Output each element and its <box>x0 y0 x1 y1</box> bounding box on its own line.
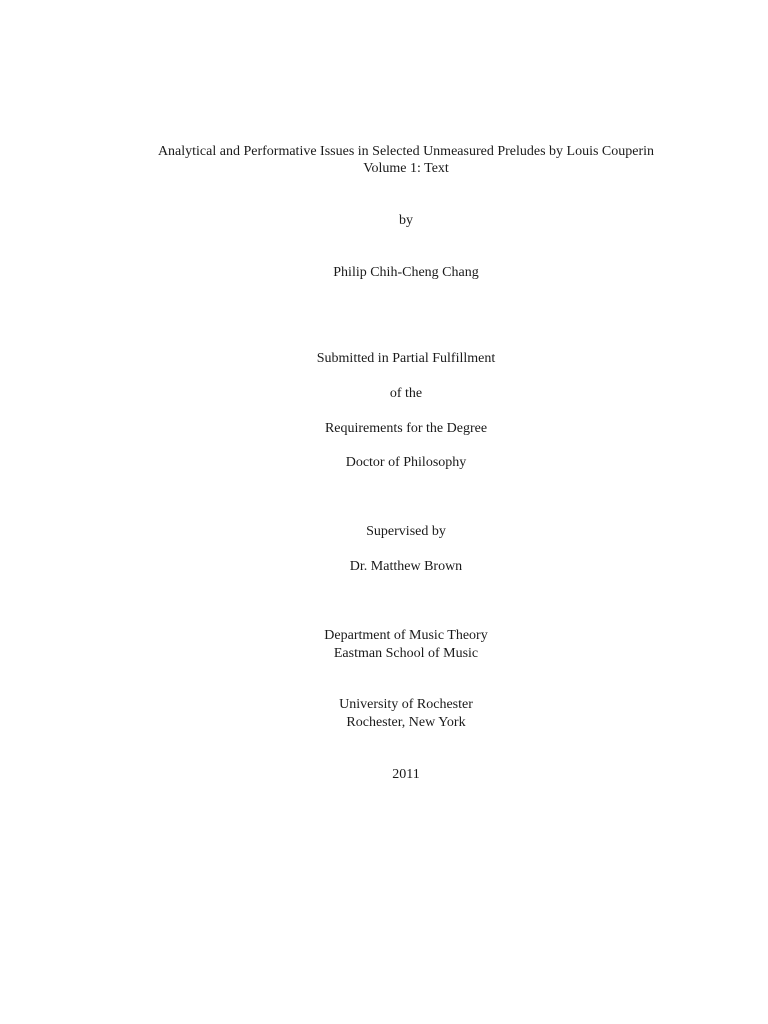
dissertation-title: Analytical and Performative Issues in Selected Unmeasured Preludes by Louis Couperin <box>157 144 655 159</box>
supervisor-name: Dr. Matthew Brown <box>349 559 463 574</box>
department-name: Department of Music Theory <box>324 628 488 643</box>
by-label: by <box>399 213 413 228</box>
author-name: Philip Chih-Cheng Chang <box>333 265 479 280</box>
supervised-by-label: Supervised by <box>366 524 446 539</box>
university-name: University of Rochester <box>339 697 473 712</box>
university-location: Rochester, New York <box>346 715 466 730</box>
school-name: Eastman School of Music <box>333 646 479 661</box>
volume-label: Volume 1: Text <box>363 161 449 176</box>
degree-name: Doctor of Philosophy <box>345 455 467 470</box>
year: 2011 <box>392 767 420 782</box>
submitted-line-2: of the <box>389 386 423 401</box>
submitted-line-3: Requirements for the Degree <box>324 421 488 436</box>
submitted-line-1: Submitted in Partial Fulfillment <box>316 351 496 366</box>
